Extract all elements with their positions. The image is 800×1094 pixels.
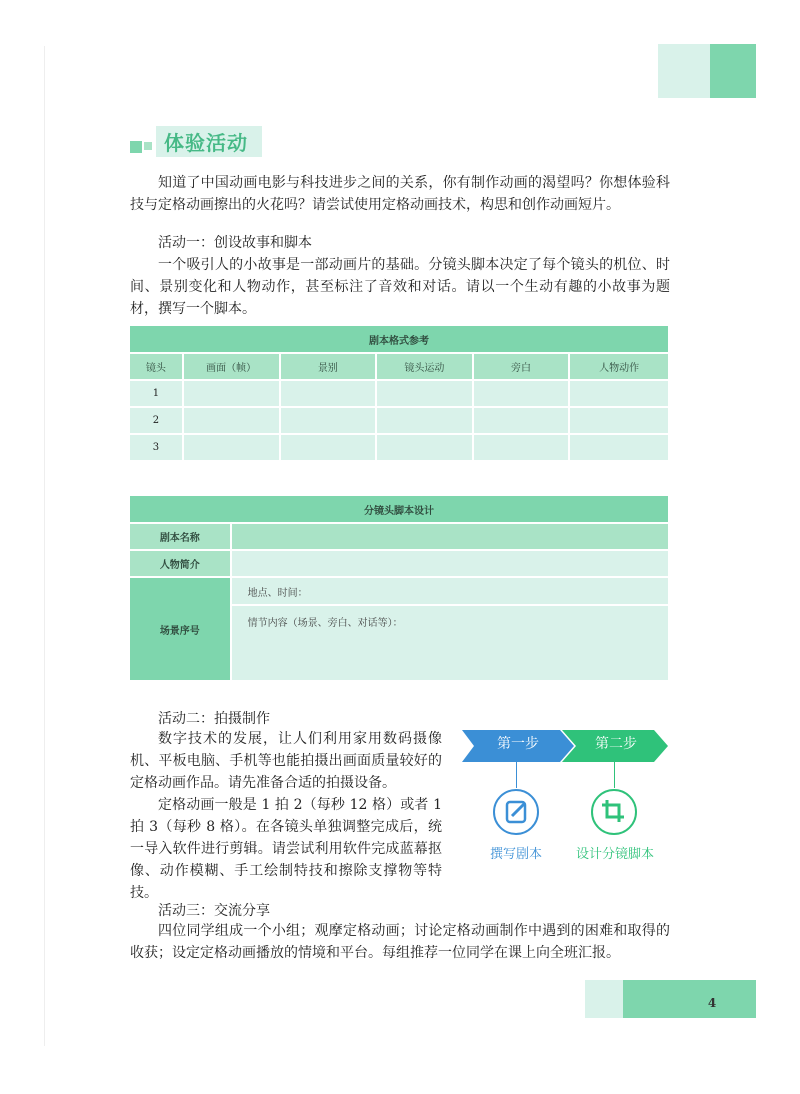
step1-label: 第一步 — [497, 736, 539, 752]
table1-header: 画面（帧） — [183, 353, 280, 380]
corner-decoration-light — [658, 44, 710, 98]
header-square-icon — [130, 141, 142, 153]
scene-number-label: 场景序号 — [129, 577, 231, 681]
script-format-table — [128, 324, 670, 462]
plot-content-field[interactable]: 情节内容（场景、旁白、对话等）： — [231, 605, 669, 681]
activity2-paragraph1: 数字技术的发展，让人们利用家用数码摄像机、平板电脑、手机等也能拍摄出画面质量较好的定格动画作品。请先准备合适的拍摄设备。 — [130, 731, 442, 791]
corner-decoration-dark — [710, 44, 756, 98]
step2-connector — [614, 758, 615, 788]
footer-decoration-dark — [623, 980, 756, 1018]
table-cell[interactable] — [569, 407, 669, 434]
row-number: 2 — [129, 407, 183, 434]
character-label: 人物简介 — [129, 550, 231, 577]
step2-label: 第二步 — [595, 736, 637, 752]
table-cell[interactable] — [183, 434, 280, 461]
section-header — [130, 128, 262, 154]
table-cell[interactable] — [473, 434, 570, 461]
table-cell[interactable] — [183, 407, 280, 434]
table-cell[interactable] — [280, 407, 377, 434]
table-cell[interactable] — [183, 380, 280, 407]
table1-header: 镜头 — [129, 353, 183, 380]
row-number: 3 — [129, 434, 183, 461]
edit-icon — [492, 788, 540, 836]
table-row — [129, 407, 669, 434]
header-square-small-icon — [144, 142, 152, 150]
step2-caption: 设计分镜脚本 — [575, 847, 654, 862]
table1-caption: 剧本格式参考 — [129, 325, 669, 353]
margin-line — [44, 46, 45, 1046]
step1-connector — [516, 758, 517, 788]
step1-caption: 撰写剧本 — [489, 847, 542, 862]
activity3-title: 活动三：交流分享 — [158, 903, 270, 919]
table-cell[interactable] — [376, 380, 473, 407]
script-name-cell[interactable] — [231, 523, 669, 550]
table-cell[interactable] — [376, 434, 473, 461]
section-title: 体验活动 — [156, 126, 262, 157]
table1-header: 镜头运动 — [376, 353, 473, 380]
footer-decoration-light — [585, 980, 623, 1018]
table-cell[interactable] — [473, 407, 570, 434]
activity2-paragraph2: 定格动画一般是 1 拍 2（每秒 12 格）或者 1 拍 3（每秒 8 格）。在各镜头单独调整完成后，统一导入软件进行剪辑。请尝试利用软件完成蓝幕抠像、动作模糊、手工绘制特技和擦除支撑物等特技。 — [130, 797, 442, 901]
activity1-title: 活动一：创设故事和脚本 — [158, 235, 312, 251]
crop-icon — [590, 788, 638, 836]
table1-header: 旁白 — [473, 353, 570, 380]
table-cell[interactable] — [569, 434, 669, 461]
table-cell[interactable] — [376, 407, 473, 434]
activity2-title: 活动二：拍摄制作 — [158, 711, 270, 727]
script-name-label: 剧本名称 — [129, 523, 231, 550]
table1-header: 人物动作 — [569, 353, 669, 380]
table-cell[interactable] — [569, 380, 669, 407]
table-cell[interactable] — [280, 380, 377, 407]
row-number: 1 — [129, 380, 183, 407]
table-cell[interactable] — [280, 434, 377, 461]
activity3-text: 四位同学组成一个小组；观摩定格动画；讨论定格动画制作中遇到的困难和取得的收获；设定定格动画播放的情境和平台。每组推荐一位同学在课上向全班汇报。 — [130, 923, 670, 961]
table1-header: 景别 — [280, 353, 377, 380]
intro-paragraph: 知道了中国动画电影与科技进步之间的关系，你有制作动画的渴望吗？你想体验科技与定格动画擦出的火花吗？请尝试使用定格动画技术，构思和创作动画短片。 — [130, 175, 670, 213]
character-cell[interactable] — [231, 550, 669, 577]
storyboard-table — [128, 494, 670, 682]
table-row — [129, 380, 669, 407]
place-time-field[interactable]: 地点、时间： — [231, 577, 669, 605]
table-cell[interactable] — [473, 380, 570, 407]
page-number: 4 — [707, 996, 717, 1010]
activity1-text: 一个吸引人的小故事是一部动画片的基础。分镜头脚本决定了每个镜头的机位、时间、景别变化和人物动作，甚至标注了音效和对话。请以一个生动有趣的小故事为题材，撰写一个脚本。 — [130, 257, 670, 317]
table2-caption: 分镜头脚本设计 — [129, 495, 669, 523]
table-row — [129, 434, 669, 461]
